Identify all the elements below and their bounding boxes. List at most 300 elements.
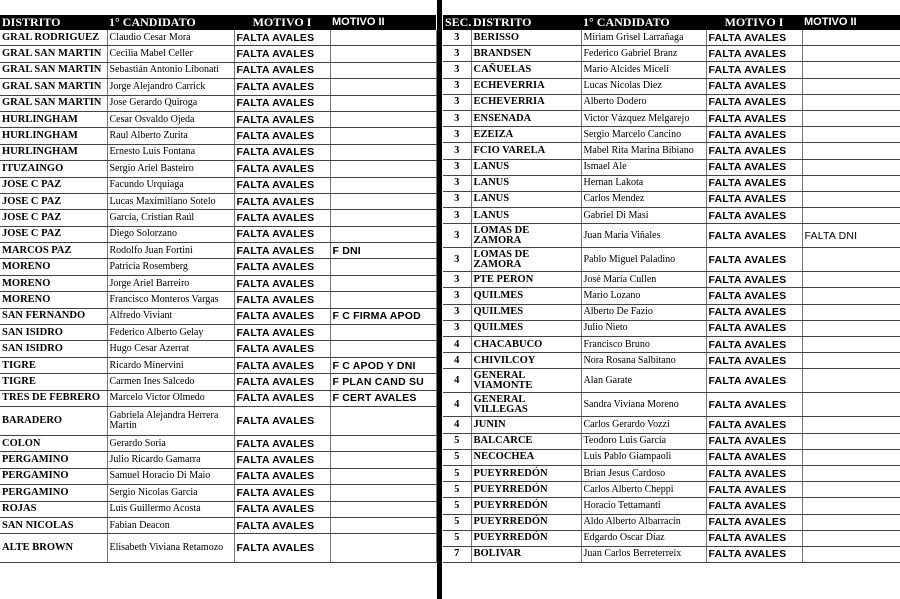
cell-candidato: Gabriela Alejandra Herrera Martin <box>107 406 234 435</box>
cell-candidato: Jorge Alejandro Carrick <box>107 79 234 95</box>
cell-distrito: MARCOS PAZ <box>0 243 107 259</box>
cell-motivo1: FALTA AVALES <box>234 128 330 144</box>
cell-motivo2: FALTA DNI <box>802 224 900 248</box>
cell-motivo2 <box>330 534 436 563</box>
cell-motivo1: FALTA AVALES <box>706 78 802 94</box>
cell-candidato: Sandra Viviana Moreno <box>581 393 706 417</box>
cell-motivo1: FALTA AVALES <box>234 406 330 435</box>
cell-distrito: TIGRE <box>0 357 107 373</box>
cell-motivo2 <box>330 62 436 78</box>
cell-candidato: Carlos Mendez <box>581 191 706 207</box>
cell-motivo1: FALTA AVALES <box>706 530 802 546</box>
cell-candidato: Alberto Dodero <box>581 94 706 110</box>
cell-sec: 3 <box>443 110 471 126</box>
table-row <box>443 433 900 449</box>
cell-sec: 3 <box>443 94 471 110</box>
cell-motivo1: FALTA AVALES <box>706 514 802 530</box>
cell-motivo2 <box>330 468 436 484</box>
panel-divider <box>437 0 442 599</box>
cell-distrito: QUILMES <box>471 320 581 336</box>
cell-motivo2 <box>330 128 436 144</box>
cell-motivo1: FALTA AVALES <box>706 433 802 449</box>
cell-motivo2: F PLAN CAND SU <box>330 374 436 390</box>
table-row <box>443 175 900 191</box>
cell-sec: 3 <box>443 224 471 248</box>
table-row <box>443 288 900 304</box>
cell-motivo2 <box>802 546 900 562</box>
cell-motivo2 <box>330 177 436 193</box>
cell-motivo1: FALTA AVALES <box>234 144 330 160</box>
cell-motivo1: FALTA AVALES <box>706 465 802 481</box>
cell-motivo1: FALTA AVALES <box>706 337 802 353</box>
cell-candidato: Rodolfo Juan Fortini <box>107 243 234 259</box>
cell-sec: 5 <box>443 514 471 530</box>
cell-candidato: Juan Maria Viñales <box>581 224 706 248</box>
cell-motivo2: F C APOD Y DNI <box>330 357 436 373</box>
cell-motivo1: FALTA AVALES <box>706 393 802 417</box>
cell-distrito: GENERAL VIAMONTE <box>471 369 581 393</box>
cell-motivo2 <box>802 248 900 272</box>
table-row <box>0 534 436 563</box>
cell-candidato: Mario Lozano <box>581 288 706 304</box>
table-row <box>443 546 900 562</box>
header-motivo1: MOTIVO I <box>706 15 802 30</box>
cell-motivo2 <box>330 226 436 242</box>
cell-candidato: Carlos Gerardo Vozzi <box>581 417 706 433</box>
table-row <box>443 224 900 248</box>
cell-motivo2 <box>330 161 436 177</box>
cell-motivo1: FALTA AVALES <box>706 288 802 304</box>
cell-motivo1: FALTA AVALES <box>706 272 802 288</box>
cell-motivo1: FALTA AVALES <box>706 30 802 46</box>
table-row <box>443 304 900 320</box>
cell-motivo1: FALTA AVALES <box>234 275 330 291</box>
cell-distrito: COLON <box>0 435 107 451</box>
cell-distrito: JOSE C PAZ <box>0 226 107 242</box>
cell-sec: 3 <box>443 30 471 46</box>
cell-candidato: Juan Carlos Berreterreix <box>581 546 706 562</box>
cell-motivo2 <box>802 337 900 353</box>
cell-distrito: PUEYRREDÓN <box>471 498 581 514</box>
table-row <box>443 449 900 465</box>
cell-motivo2 <box>802 449 900 465</box>
cell-distrito: JOSE C PAZ <box>0 177 107 193</box>
cell-motivo2 <box>330 259 436 275</box>
cell-candidato: Alberto De Fazio <box>581 304 706 320</box>
cell-candidato: Francisco Monteros Vargas <box>107 292 234 308</box>
cell-candidato: Francisco Bruno <box>581 337 706 353</box>
cell-motivo1: FALTA AVALES <box>706 449 802 465</box>
cell-candidato: Aldo Alberto Albarracin <box>581 514 706 530</box>
table-header-row <box>443 15 900 30</box>
cell-motivo2 <box>330 435 436 451</box>
table-row <box>0 275 436 291</box>
cell-distrito: ENSENADA <box>471 110 581 126</box>
cell-motivo1: FALTA AVALES <box>234 111 330 127</box>
cell-distrito: GENERAL VILLEGAS <box>471 393 581 417</box>
cell-sec: 3 <box>443 288 471 304</box>
cell-sec: 5 <box>443 482 471 498</box>
cell-motivo2 <box>802 127 900 143</box>
cell-distrito: QUILMES <box>471 304 581 320</box>
table-row <box>0 95 436 111</box>
cell-motivo1: FALTA AVALES <box>234 243 330 259</box>
table-row <box>443 393 900 417</box>
cell-candidato: Luis Guillermo Acosta <box>107 501 234 517</box>
table-row <box>443 498 900 514</box>
header-candidato: 1° CANDIDATO <box>581 15 706 30</box>
cell-motivo1: FALTA AVALES <box>706 46 802 62</box>
cell-motivo1: FALTA AVALES <box>234 325 330 341</box>
cell-candidato: José María Cullen <box>581 272 706 288</box>
cell-motivo2 <box>802 320 900 336</box>
cell-sec: 3 <box>443 272 471 288</box>
cell-motivo1: FALTA AVALES <box>234 79 330 95</box>
table-row <box>443 417 900 433</box>
cell-motivo2 <box>802 498 900 514</box>
table-row <box>443 369 900 393</box>
cell-motivo1: FALTA AVALES <box>234 390 330 406</box>
table-row <box>0 79 436 95</box>
cell-motivo1: FALTA AVALES <box>234 501 330 517</box>
cell-candidato: Brian Jesus Cardoso <box>581 465 706 481</box>
cell-motivo1: FALTA AVALES <box>706 224 802 248</box>
cell-motivo2 <box>802 110 900 126</box>
table-row <box>0 501 436 517</box>
cell-distrito: PUEYRREDÓN <box>471 465 581 481</box>
table-row <box>0 226 436 242</box>
cell-sec: 3 <box>443 175 471 191</box>
table-row <box>0 111 436 127</box>
cell-candidato: Mabel Rita Marina Bibiano <box>581 143 706 159</box>
cell-distrito: CHACABUCO <box>471 337 581 353</box>
cell-motivo2 <box>330 292 436 308</box>
cell-motivo2 <box>802 272 900 288</box>
cell-motivo1: FALTA AVALES <box>234 46 330 62</box>
cell-sec: 3 <box>443 46 471 62</box>
cell-motivo2 <box>802 143 900 159</box>
cell-sec: 3 <box>443 159 471 175</box>
table-row <box>0 341 436 357</box>
cell-candidato: Alan Garate <box>581 369 706 393</box>
cell-sec: 3 <box>443 248 471 272</box>
cell-motivo2 <box>330 46 436 62</box>
table-row <box>0 62 436 78</box>
cell-motivo1: FALTA AVALES <box>234 435 330 451</box>
cell-motivo2 <box>330 325 436 341</box>
cell-motivo2 <box>802 353 900 369</box>
cell-motivo2 <box>802 159 900 175</box>
table-row <box>0 374 436 390</box>
cell-motivo1: FALTA AVALES <box>706 110 802 126</box>
table-row <box>0 325 436 341</box>
cell-distrito: GRAL SAN MARTIN <box>0 79 107 95</box>
cell-distrito: FCIO VARELA <box>471 143 581 159</box>
cell-motivo2 <box>330 485 436 501</box>
cell-sec: 5 <box>443 465 471 481</box>
cell-candidato: Patricia Rosemberg <box>107 259 234 275</box>
cell-candidato: Victor Vázquez Melgarejo <box>581 110 706 126</box>
table-row <box>0 30 436 46</box>
cell-motivo2 <box>330 275 436 291</box>
header-distrito: DISTRITO <box>0 15 107 30</box>
cell-motivo2 <box>330 95 436 111</box>
cell-candidato: Hugo Cesar Azerrat <box>107 341 234 357</box>
cell-candidato: Sergio Ariel Basteiro <box>107 161 234 177</box>
cell-motivo2: F C FIRMA APOD <box>330 308 436 324</box>
cell-sec: 5 <box>443 530 471 546</box>
header-motivo2: MOTIVO II <box>802 15 900 30</box>
table-row <box>443 320 900 336</box>
cell-sec: 4 <box>443 393 471 417</box>
cell-sec: 4 <box>443 417 471 433</box>
cell-sec: 4 <box>443 353 471 369</box>
right-candidates-table <box>443 15 900 563</box>
cell-motivo1: FALTA AVALES <box>234 95 330 111</box>
cell-motivo2 <box>802 433 900 449</box>
cell-distrito: ECHEVERRIA <box>471 94 581 110</box>
cell-distrito: JOSE C PAZ <box>0 193 107 209</box>
cell-sec: 3 <box>443 62 471 78</box>
cell-distrito: HURLINGHAM <box>0 128 107 144</box>
table-row <box>0 406 436 435</box>
cell-motivo2 <box>802 208 900 224</box>
cell-candidato: Elisabeth Viviana Retamozo <box>107 534 234 563</box>
cell-motivo2 <box>802 482 900 498</box>
table-row <box>443 514 900 530</box>
cell-motivo1: FALTA AVALES <box>234 210 330 226</box>
table-row <box>443 30 900 46</box>
table-row <box>443 482 900 498</box>
cell-candidato: Hernan Lakota <box>581 175 706 191</box>
cell-candidato: Nora Rosana Salbitano <box>581 353 706 369</box>
cell-distrito: MORENO <box>0 292 107 308</box>
cell-candidato: Cecilia Mabel Celler <box>107 46 234 62</box>
table-row <box>0 46 436 62</box>
cell-distrito: SAN ISIDRO <box>0 341 107 357</box>
cell-candidato: Marcelo Victor Olmedo <box>107 390 234 406</box>
cell-motivo1: FALTA AVALES <box>234 259 330 275</box>
cell-motivo2 <box>802 304 900 320</box>
cell-distrito: JUNIN <box>471 417 581 433</box>
table-row <box>0 292 436 308</box>
cell-motivo1: FALTA AVALES <box>234 30 330 46</box>
cell-sec: 5 <box>443 498 471 514</box>
table-row <box>443 208 900 224</box>
cell-motivo2 <box>802 78 900 94</box>
cell-motivo1: FALTA AVALES <box>234 517 330 533</box>
cell-distrito: GRAL SAN MARTIN <box>0 46 107 62</box>
cell-motivo2 <box>330 210 436 226</box>
cell-distrito: LANUS <box>471 159 581 175</box>
header-motivo1: MOTIVO I <box>234 15 330 30</box>
cell-candidato: Sebastián Antonio Libonati <box>107 62 234 78</box>
cell-sec: 4 <box>443 369 471 393</box>
cell-candidato: Lucas Maximiliano Sotelo <box>107 193 234 209</box>
cell-candidato: Sergio Nicolas Garcia <box>107 485 234 501</box>
cell-distrito: JOSE C PAZ <box>0 210 107 226</box>
table-row <box>443 143 900 159</box>
left-candidates-table <box>0 15 437 563</box>
cell-sec: 3 <box>443 127 471 143</box>
cell-candidato: Raul Alberto Zurita <box>107 128 234 144</box>
cell-distrito: PTE PERON <box>471 272 581 288</box>
cell-distrito: CAÑUELAS <box>471 62 581 78</box>
cell-distrito: BOLIVAR <box>471 546 581 562</box>
cell-motivo1: FALTA AVALES <box>234 177 330 193</box>
cell-motivo1: FALTA AVALES <box>706 369 802 393</box>
cell-candidato: Diego Solorzano <box>107 226 234 242</box>
cell-motivo1: FALTA AVALES <box>234 452 330 468</box>
cell-motivo2 <box>330 30 436 46</box>
table-row <box>0 259 436 275</box>
cell-motivo2 <box>802 530 900 546</box>
cell-distrito: NECOCHEA <box>471 449 581 465</box>
cell-sec: 5 <box>443 433 471 449</box>
header-sec: SEC. <box>445 15 471 29</box>
cell-candidato: Lucas Nicolas Diez <box>581 78 706 94</box>
cell-distrito: LANUS <box>471 208 581 224</box>
cell-motivo1: FALTA AVALES <box>234 468 330 484</box>
table-row <box>443 337 900 353</box>
cell-candidato: Gabriel Di Masi <box>581 208 706 224</box>
cell-distrito: SAN ISIDRO <box>0 325 107 341</box>
cell-motivo1: FALTA AVALES <box>706 208 802 224</box>
table-row <box>443 62 900 78</box>
table-row <box>0 357 436 373</box>
cell-motivo2 <box>802 369 900 393</box>
cell-candidato: García, Cristian Raúl <box>107 210 234 226</box>
cell-motivo1: FALTA AVALES <box>234 341 330 357</box>
table-row <box>443 353 900 369</box>
cell-candidato: Ricardo Minervini <box>107 357 234 373</box>
cell-candidato: Federico Gabriel Branz <box>581 46 706 62</box>
cell-candidato: Fabian Deacon <box>107 517 234 533</box>
table-row <box>0 308 436 324</box>
table-row <box>0 243 436 259</box>
cell-distrito: SAN NICOLAS <box>0 517 107 533</box>
cell-sec: 5 <box>443 449 471 465</box>
cell-sec: 3 <box>443 143 471 159</box>
cell-motivo1: FALTA AVALES <box>706 127 802 143</box>
cell-distrito: HURLINGHAM <box>0 144 107 160</box>
cell-motivo2 <box>330 193 436 209</box>
cell-sec: 3 <box>443 191 471 207</box>
cell-candidato: Samuel Horacio Di Maio <box>107 468 234 484</box>
cell-motivo2 <box>802 94 900 110</box>
table-row <box>0 468 436 484</box>
table-row <box>443 94 900 110</box>
cell-candidato: Claudio Cesar Mora <box>107 30 234 46</box>
cell-distrito: MORENO <box>0 259 107 275</box>
cell-motivo1: FALTA AVALES <box>706 159 802 175</box>
table-row <box>0 517 436 533</box>
cell-candidato: Horacio Tettamanti <box>581 498 706 514</box>
cell-distrito: PUEYRREDÓN <box>471 482 581 498</box>
table-row <box>0 435 436 451</box>
table-row <box>443 78 900 94</box>
table-row <box>443 110 900 126</box>
cell-sec: 3 <box>443 78 471 94</box>
cell-distrito: ECHEVERRIA <box>471 78 581 94</box>
header-candidato: 1° CANDIDATO <box>107 15 234 30</box>
cell-motivo1: FALTA AVALES <box>706 62 802 78</box>
cell-distrito: PUEYRREDÓN <box>471 514 581 530</box>
cell-motivo1: FALTA AVALES <box>706 320 802 336</box>
right-panel <box>443 15 900 563</box>
cell-distrito: EZEIZA <box>471 127 581 143</box>
cell-motivo2 <box>802 46 900 62</box>
cell-distrito: MORENO <box>0 275 107 291</box>
cell-sec: 3 <box>443 304 471 320</box>
cell-distrito: BARADERO <box>0 406 107 435</box>
cell-sec: 4 <box>443 337 471 353</box>
cell-distrito: GRAL SAN MARTIN <box>0 62 107 78</box>
cell-motivo2 <box>330 501 436 517</box>
cell-motivo2 <box>330 111 436 127</box>
cell-motivo1: FALTA AVALES <box>706 175 802 191</box>
table-row <box>0 177 436 193</box>
cell-candidato: Ernesto Luis Fontana <box>107 144 234 160</box>
cell-distrito: TRES DE FEBRERO <box>0 390 107 406</box>
cell-distrito: PERGAMINO <box>0 452 107 468</box>
cell-candidato: Gerardo Soria <box>107 435 234 451</box>
cell-sec: 3 <box>443 320 471 336</box>
cell-candidato: Jorge Ariel Barreiro <box>107 275 234 291</box>
table-row <box>0 144 436 160</box>
header-distrito: DISTRITO <box>471 15 581 30</box>
table-row <box>443 530 900 546</box>
table-row <box>0 210 436 226</box>
cell-candidato: Facundo Urquiaga <box>107 177 234 193</box>
cell-motivo2 <box>330 341 436 357</box>
cell-distrito: TIGRE <box>0 374 107 390</box>
cell-candidato: Teodoro Luis García <box>581 433 706 449</box>
cell-distrito: BALCARCE <box>471 433 581 449</box>
cell-candidato: Julio Nieto <box>581 320 706 336</box>
cell-motivo1: FALTA AVALES <box>706 417 802 433</box>
cell-motivo2: F CERT AVALES <box>330 390 436 406</box>
table-row <box>0 390 436 406</box>
cell-candidato: Federico Alberto Gelay <box>107 325 234 341</box>
cell-motivo1: FALTA AVALES <box>706 191 802 207</box>
cell-candidato: Mario Alcides Miceli <box>581 62 706 78</box>
cell-distrito: SAN FERNANDO <box>0 308 107 324</box>
cell-distrito: LOMAS DE ZAMORA <box>471 248 581 272</box>
cell-distrito: GRAL RODRIGUEZ <box>0 30 107 46</box>
cell-candidato: Sergio Marcelo Cancino <box>581 127 706 143</box>
cell-motivo2 <box>802 175 900 191</box>
cell-distrito: GRAL SAN MARTIN <box>0 95 107 111</box>
cell-distrito: PERGAMINO <box>0 485 107 501</box>
cell-motivo1: FALTA AVALES <box>706 546 802 562</box>
cell-sec: 3 <box>443 208 471 224</box>
header-motivo2: MOTIVO II <box>330 15 436 30</box>
cell-motivo1: FALTA AVALES <box>234 308 330 324</box>
cell-motivo2 <box>802 62 900 78</box>
cell-distrito: ALTE BROWN <box>0 534 107 563</box>
cell-distrito: ROJAS <box>0 501 107 517</box>
table-row <box>443 191 900 207</box>
table-row <box>443 127 900 143</box>
table-row <box>0 485 436 501</box>
cell-motivo1: FALTA AVALES <box>706 304 802 320</box>
cell-motivo1: FALTA AVALES <box>706 353 802 369</box>
cell-candidato: Luis Pablo Giampaoli <box>581 449 706 465</box>
cell-candidato: Miriam Grisel Larrañaga <box>581 30 706 46</box>
cell-distrito: CHIVILCOY <box>471 353 581 369</box>
table-row <box>443 46 900 62</box>
